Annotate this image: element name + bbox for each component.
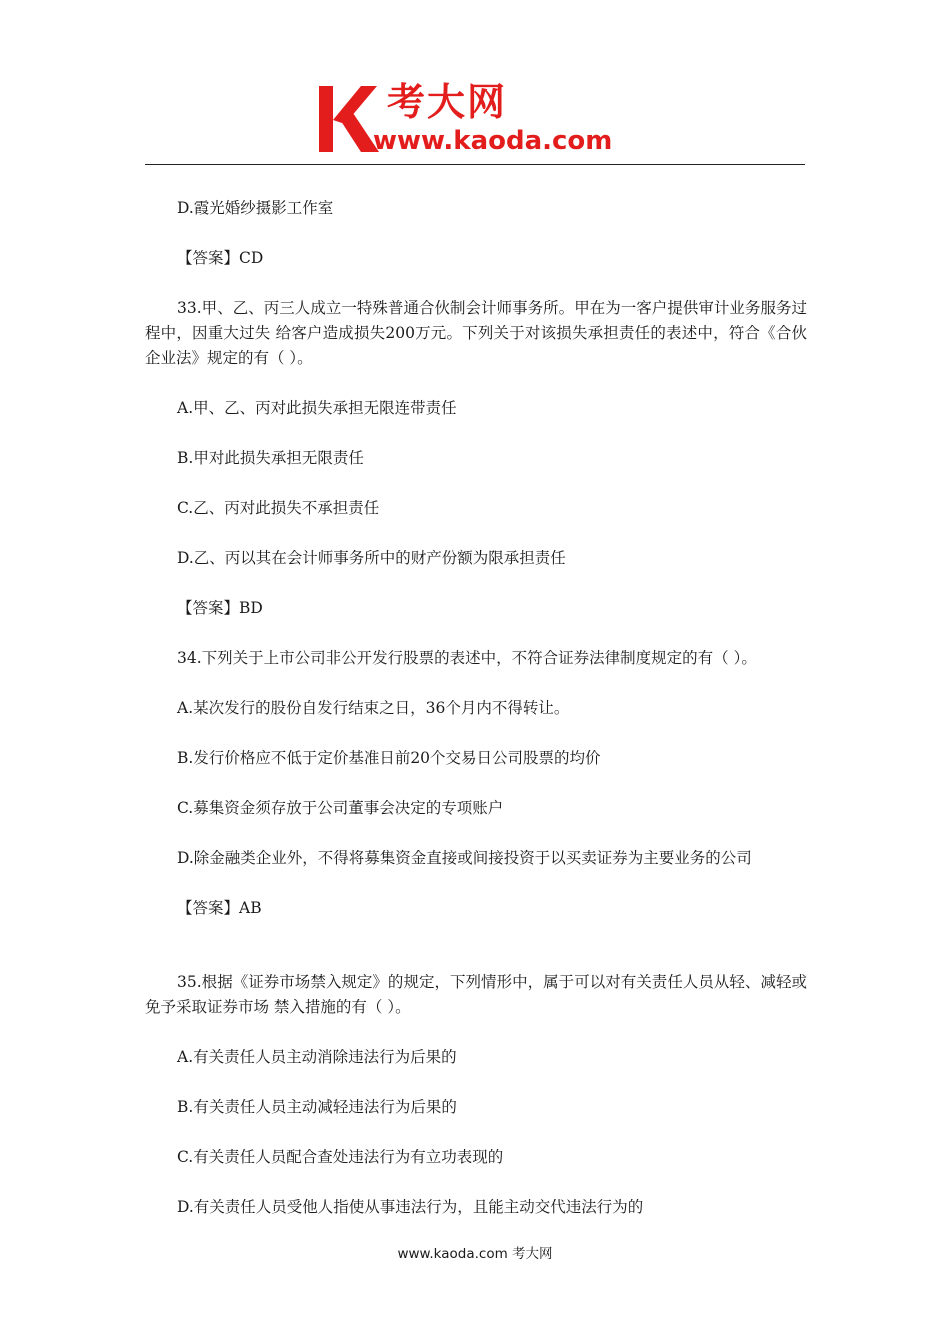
q34-option-c: C.募集资金须存放于公司董事会决定的专项账户 xyxy=(177,799,504,817)
q34-option-b: B.发行价格应不低于定价基准日前20个交易日公司股票的均价 xyxy=(177,749,601,767)
q35-option-c: C.有关责任人员配合查处违法行为有立功表现的 xyxy=(177,1148,504,1166)
q34-option-d: D.除金融类企业外，不得将募集资金直接或间接投资于以买卖证券为主要业务的公司 xyxy=(177,849,752,867)
q32-option-d: D.霞光婚纱摄影工作室 xyxy=(177,199,334,217)
q33-option-a: A.甲、乙、丙对此损失承担无限连带责任 xyxy=(177,399,457,417)
header-divider xyxy=(145,164,805,165)
logo-url: www.kaoda.com xyxy=(373,126,613,156)
q34-answer: 【答案】AB xyxy=(177,899,262,917)
q34-option-a: A.某次发行的股份自发行结束之日，36个月内不得转让。 xyxy=(177,699,570,717)
k-logo-icon xyxy=(317,84,379,154)
logo-text: 考大网 xyxy=(387,80,508,124)
document-body xyxy=(145,196,807,1245)
q35-option-d: D.有关责任人员受他人指使从事违法行为，且能主动交代违法行为的 xyxy=(177,1198,644,1216)
q35-question: 35.根据《证券市场禁入规定》的规定，下列情形中，属于可以对有关责任人员从轻、减轻或免予采取证券市场 禁入措施的有（ ）。 xyxy=(145,973,807,1016)
q34-question: 34.下列关于上市公司非公开发行股票的表述中，不符合证券法律制度规定的有（ ）。 xyxy=(177,649,757,667)
q32-answer: 【答案】CD xyxy=(177,249,264,267)
page-header xyxy=(145,78,805,166)
q35-option-b: B.有关责任人员主动减轻违法行为后果的 xyxy=(177,1098,457,1116)
page-footer[interactable]: www.kaoda.com 考大网 xyxy=(397,1246,553,1262)
q33-option-d: D.乙、丙以其在会计师事务所中的财产份额为限承担责任 xyxy=(177,549,566,567)
q33-question: 33.甲、乙、丙三人成立一特殊普通合伙制会计师事务所。甲在为一客户提供审计业务服务过程中，因重大过失 给客户造成损失200万元。下列关于对该损失承担责任的表述中，符合《合伙企业法》规定的有（ ）。 xyxy=(145,299,807,367)
q33-option-c: C.乙、丙对此损失不承担责任 xyxy=(177,499,380,517)
q33-option-b: B.甲对此损失承担无限责任 xyxy=(177,449,364,467)
q33-answer: 【答案】BD xyxy=(177,599,263,617)
site-logo[interactable] xyxy=(317,80,637,160)
q35-option-a: A.有关责任人员主动消除违法行为后果的 xyxy=(177,1048,457,1066)
